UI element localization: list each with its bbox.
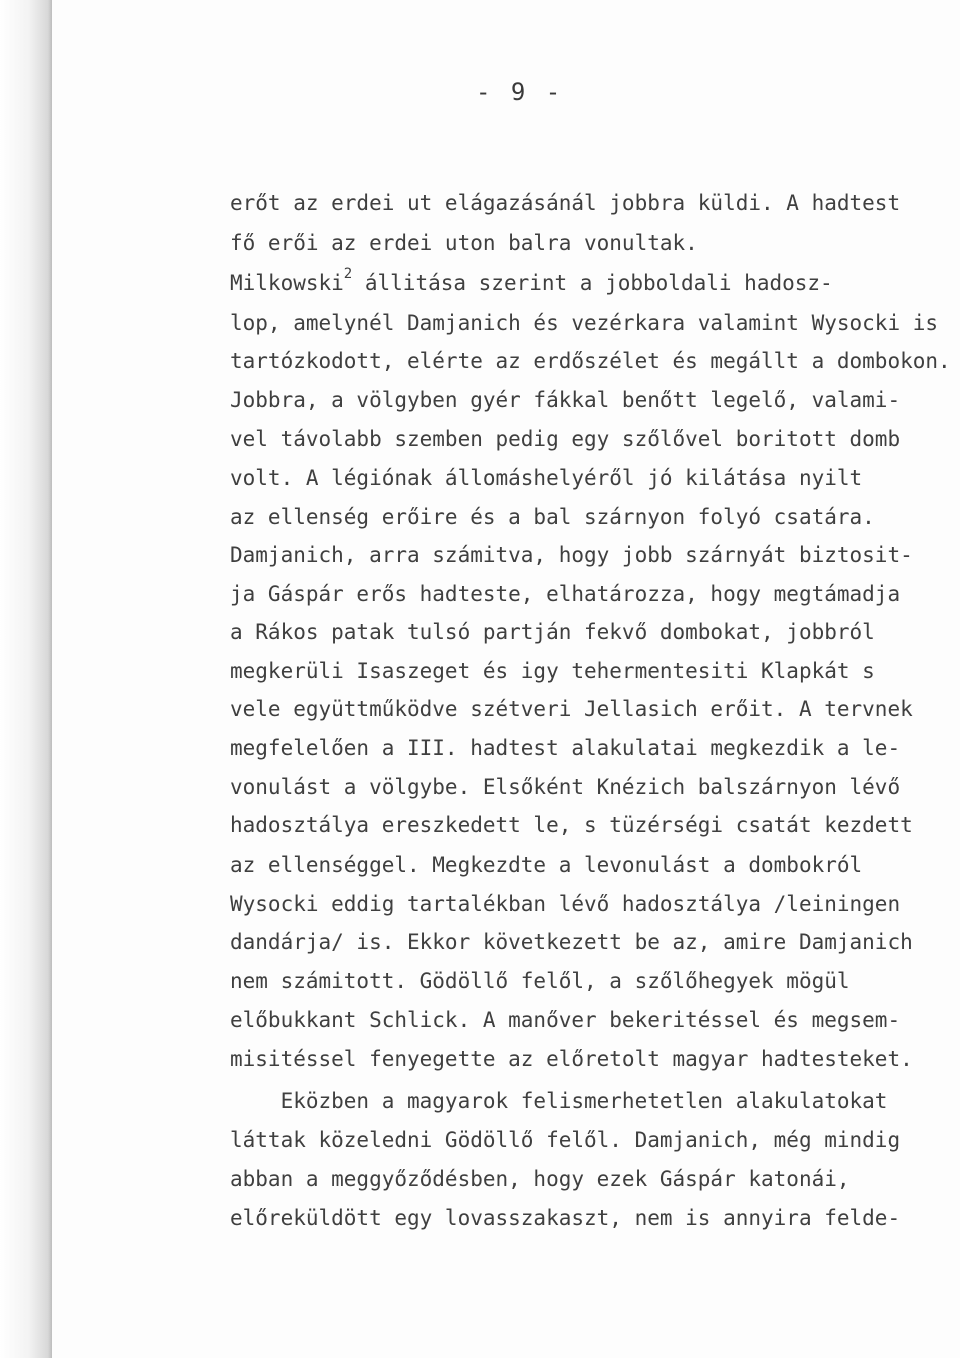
text-line: előreküldött egy lovasszakaszt, nem is annyira felde- xyxy=(230,1206,901,1230)
page-number: - 9 - xyxy=(476,78,564,106)
text-line: vel távolabb szemben pedig egy szőlővel boritott domb xyxy=(230,427,901,451)
text-line: abban a meggyőződésben, hogy ezek Gáspár katonái, xyxy=(230,1167,850,1191)
text-line: megkerüli Isaszeget és igy tehermentesiti Klapkát s xyxy=(230,659,875,683)
text-line: az ellenséggel. Megkezdte a levonulást a dombokról xyxy=(230,853,863,877)
text-line: Eközben a magyarok felismerhetetlen alakulatokat xyxy=(230,1089,888,1113)
text-line: az ellenség erőire és a bal szárnyon folyó csatára. xyxy=(230,505,875,529)
text-line-with-footnote xyxy=(230,268,833,298)
text-line: vele együttműködve szétveri Jellasich erőit. A tervnek xyxy=(230,697,913,721)
text-line: hadosztálya ereszkedett le, s tüzérségi csatát kezdett xyxy=(230,813,913,837)
page-binding-edge xyxy=(0,0,52,1358)
text-line: a Rákos patak tulsó partján fekvő dombokat, jobbról xyxy=(230,620,875,644)
text-line: volt. A légiónak állomáshelyéről jó kilátása nyilt xyxy=(230,466,863,490)
text-line: megfelelően a III. hadtest alakulatai megkezdik a le- xyxy=(230,736,901,760)
text-line: láttak közeledni Gödöllő felől. Damjanich, még mindig xyxy=(230,1128,901,1152)
text-line: tartózkodott, elérte az erdőszélet és megállt a dombokon. xyxy=(230,349,951,373)
text-line: Damjanich, arra számitva, hogy jobb szárnyát biztosit- xyxy=(230,543,913,567)
text-line: dandárja/ is. Ekkor következett be az, amire Damjanich xyxy=(230,930,913,954)
text-line: előbukkant Schlick. A manőver bekeritéssel és megsem- xyxy=(230,1008,901,1032)
text-line: ja Gáspár erős hadteste, elhatározza, hogy megtámadja xyxy=(230,582,901,606)
text-line: erőt az erdei ut elágazásánál jobbra küldi. A hadtest xyxy=(230,191,901,215)
line-continuation: állitása szerint a jobboldali hadosz- xyxy=(352,271,833,295)
text-line: nem számitott. Gödöllő felől, a szőlőhegyek mögül xyxy=(230,969,850,993)
footnote-reference: 2 xyxy=(343,266,353,282)
text-line: fő erői az erdei uton balra vonultak. xyxy=(230,231,698,255)
text-line: lop, amelynél Damjanich és vezérkara valamint Wysocki is xyxy=(230,311,939,335)
footnote-anchor-text: Milkowski xyxy=(230,271,344,295)
text-line: vonulást a völgybe. Elsőként Knézich balszárnyon lévő xyxy=(230,775,901,799)
text-line: Wysocki eddig tartalékban lévő hadosztálya /leiningen xyxy=(230,892,901,916)
text-line: Jobbra, a völgyben gyér fákkal benőtt legelő, valami- xyxy=(230,388,901,412)
text-line: misitéssel fenyegette az előretolt magyar hadtesteket. xyxy=(230,1047,913,1071)
